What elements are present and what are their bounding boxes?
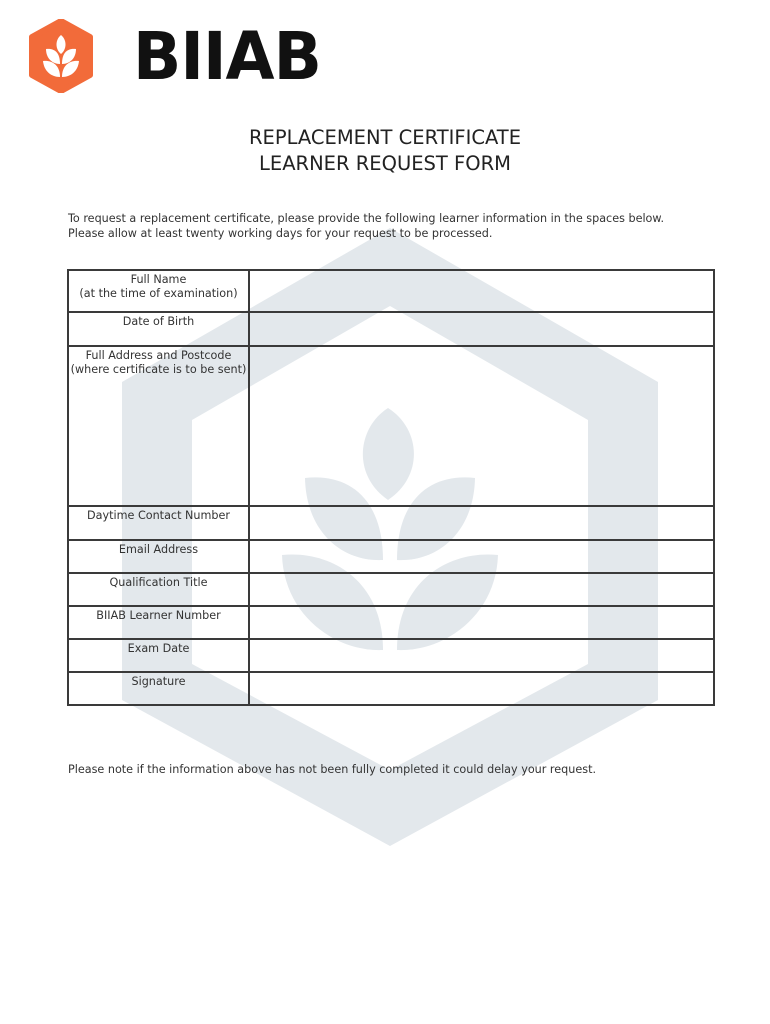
date-of-birth-label: Date of Birth xyxy=(122,315,195,328)
field-label xyxy=(68,346,249,506)
form-row-signature xyxy=(68,672,714,705)
intro-text xyxy=(68,211,728,241)
form-row-email xyxy=(68,540,714,573)
logo-wordmark: BIIAB xyxy=(133,18,321,95)
form-row-contact-number xyxy=(68,506,714,540)
full-name-label: Full Name xyxy=(130,273,187,286)
form-row-address xyxy=(68,346,714,506)
qualification-field[interactable] xyxy=(249,573,714,606)
learner-number-field[interactable] xyxy=(249,606,714,639)
title-line-2: LEARNER REQUEST FORM xyxy=(259,152,511,175)
contact-number-field[interactable] xyxy=(249,506,714,540)
page-title xyxy=(0,125,770,177)
field-label xyxy=(68,672,249,705)
field-label xyxy=(68,639,249,672)
wheat-hexagon-icon xyxy=(28,19,94,93)
form-row-date-of-birth xyxy=(68,312,714,346)
title-line-1: REPLACEMENT CERTIFICATE xyxy=(248,126,522,149)
address-label: Full Address and Postcode xyxy=(85,349,232,362)
exam-date-label: Exam Date xyxy=(127,642,190,655)
date-of-birth-field[interactable] xyxy=(249,312,714,346)
email-label: Email Address xyxy=(118,543,199,556)
form-row-learner-number xyxy=(68,606,714,639)
biiab-logo xyxy=(28,18,321,95)
form-row-qualification xyxy=(68,573,714,606)
intro-line-1: To request a replacement certificate, please provide the following learner information in the spaces below. xyxy=(68,212,665,225)
field-label xyxy=(68,270,249,312)
full-name-sublabel: (at the time of examination) xyxy=(79,287,238,300)
form-row-full-name xyxy=(68,270,714,312)
address-field[interactable] xyxy=(249,346,714,506)
contact-number-label: Daytime Contact Number xyxy=(87,509,230,522)
signature-label: Signature xyxy=(131,675,186,688)
field-label xyxy=(68,573,249,606)
field-label xyxy=(68,540,249,573)
signature-field[interactable] xyxy=(249,672,714,705)
exam-date-field[interactable] xyxy=(249,639,714,672)
address-sublabel: (where certificate is to be sent) xyxy=(70,363,247,376)
field-label xyxy=(68,506,249,540)
field-label xyxy=(68,606,249,639)
learner-request-form xyxy=(67,269,715,706)
full-name-field[interactable] xyxy=(249,270,714,312)
learner-number-label: BIIAB Learner Number xyxy=(96,609,221,622)
field-label xyxy=(68,312,249,346)
completion-note: Please note if the information above has not been fully completed it could delay your request. xyxy=(68,763,597,776)
qualification-label: Qualification Title xyxy=(109,576,208,589)
form-row-exam-date xyxy=(68,639,714,672)
email-field[interactable] xyxy=(249,540,714,573)
intro-line-2: Please allow at least twenty working days for your request to be processed. xyxy=(68,227,493,240)
